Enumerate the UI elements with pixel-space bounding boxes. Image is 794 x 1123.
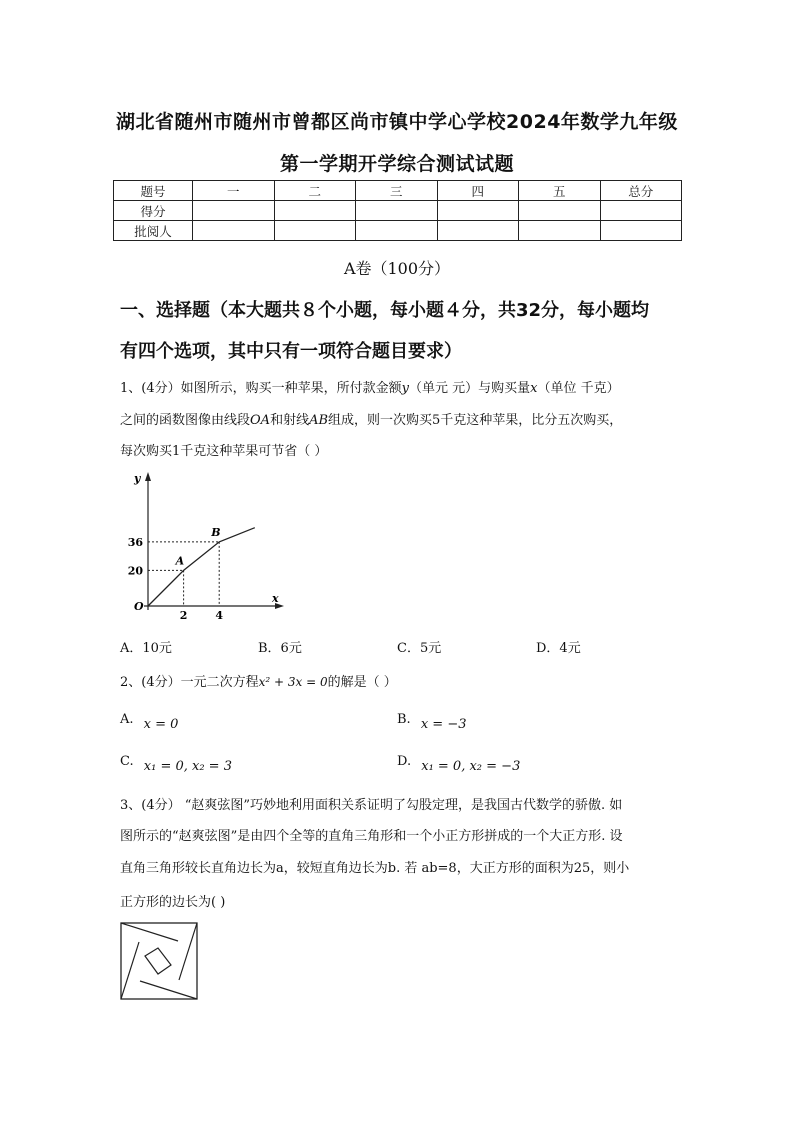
q1-text: （单位 千克） <box>537 381 620 396</box>
q1-line1 <box>120 377 680 396</box>
q2-equation: x² + 3x = 0 <box>258 675 328 689</box>
q3-line3: 直角三角形较长直角边长为a，较短直角边长为b. 若 ab=8，大正方形的面积为25，则小 <box>120 861 630 876</box>
option-expression: x = 0 <box>143 717 179 732</box>
var-x: x <box>530 381 538 396</box>
q3-line2: 图所示的“赵爽弦图”是由四个全等的直角三角形和一个小正方形拼成的一个大正方形. 设 <box>120 829 623 844</box>
graph-line-oab <box>148 525 255 606</box>
triangle-edge <box>121 942 139 999</box>
q1-function-graph <box>110 470 290 630</box>
q2-option-d[interactable] <box>397 754 521 774</box>
table-header-cell: 题号 <box>114 181 193 201</box>
table-header-cell: 一 <box>193 181 275 201</box>
ray-ab: AB <box>309 413 329 428</box>
q1-option-a[interactable]: A．10元 <box>120 641 172 656</box>
score-table-header-row <box>114 181 682 201</box>
segment-oa: OA <box>250 413 271 428</box>
table-row <box>114 221 682 241</box>
point-label-a: A <box>175 554 185 568</box>
score-cell[interactable] <box>193 201 275 221</box>
table-header-cell: 总分 <box>600 181 682 201</box>
option-letter: C. <box>120 754 134 769</box>
zhao-shuang-figure <box>118 920 200 1002</box>
table-row-label: 批阅人 <box>114 221 193 241</box>
score-cell[interactable] <box>600 201 682 221</box>
option-letter: A. <box>120 712 134 727</box>
table-header-cell: 二 <box>274 181 356 201</box>
x-tick-label: 4 <box>215 609 224 622</box>
triangle-edge <box>121 923 178 941</box>
q1-line3: 每次购买1千克这种苹果可节省（ ） <box>120 444 328 459</box>
table-header-cell: 五 <box>519 181 601 201</box>
q3-line4: 正方形的边长为( ) <box>120 895 226 910</box>
q2-text: 的解是（ ） <box>327 675 397 690</box>
q1-text: 1、(4分）如图所示，购买一种苹果，所付款金额 <box>120 381 402 396</box>
q2-stem <box>120 671 680 690</box>
section-heading-line1: 一、选择题（本大题共８个小题，每小题４分，共32分，每小题均 <box>120 300 650 321</box>
q1-line2 <box>120 409 680 428</box>
q1-text: 和射线 <box>270 413 310 428</box>
option-letter: D. <box>397 754 412 769</box>
y-tick-label: 20 <box>127 564 143 578</box>
var-y: y <box>401 381 409 396</box>
grader-cell[interactable] <box>519 221 601 241</box>
table-header-cell: 四 <box>437 181 519 201</box>
q2-option-b[interactable] <box>397 712 467 732</box>
grader-cell[interactable] <box>437 221 519 241</box>
inner-square <box>145 948 171 974</box>
option-expression: x = −3 <box>420 717 467 732</box>
score-cell[interactable] <box>519 201 601 221</box>
q1-option-c[interactable]: C．5元 <box>397 641 442 656</box>
q2-option-a[interactable] <box>120 712 179 732</box>
grader-cell[interactable] <box>356 221 438 241</box>
q1-text: 组成，则一次购买5千克这种苹果，比分五次购买， <box>328 413 623 428</box>
section-a-label: A卷（100分） <box>343 259 451 278</box>
option-expression: x₁ = 0, x₂ = −3 <box>421 759 521 774</box>
q1-text: 之间的函数图像由线段 <box>120 413 251 428</box>
page-title: 湖北省随州市随州市曾都区尚市镇中学心学校2024年数学九年级 <box>116 111 678 133</box>
q1-option-b[interactable]: B．6元 <box>258 641 302 656</box>
score-cell[interactable] <box>356 201 438 221</box>
option-letter: B. <box>397 712 411 727</box>
y-axis-arrow <box>145 472 151 481</box>
table-header-cell: 三 <box>356 181 438 201</box>
y-tick-label: 36 <box>127 535 143 549</box>
triangle-edge <box>140 981 197 999</box>
y-axis-label: y <box>134 472 141 485</box>
x-axis-label: x <box>272 592 279 605</box>
option-expression: x₁ = 0, x₂ = 3 <box>143 759 232 774</box>
section-heading-line2: 有四个选项，其中只有一项符合题目要求） <box>120 341 462 362</box>
table-row <box>114 201 682 221</box>
score-table <box>113 180 682 241</box>
grader-cell[interactable] <box>600 221 682 241</box>
page-subtitle: 第一学期开学综合测试试题 <box>279 153 514 175</box>
point-label-o: O <box>134 600 144 613</box>
score-cell[interactable] <box>437 201 519 221</box>
score-cell[interactable] <box>274 201 356 221</box>
q2-option-c[interactable] <box>120 754 232 774</box>
q2-text: 2、(4分）一元二次方程 <box>120 675 259 690</box>
q1-option-d[interactable]: D．4元 <box>536 641 581 656</box>
grader-cell[interactable] <box>193 221 275 241</box>
q1-text: （单元 元）与购买量 <box>408 381 531 396</box>
x-tick-label: 2 <box>179 609 188 622</box>
table-row-label: 得分 <box>114 201 193 221</box>
grader-cell[interactable] <box>274 221 356 241</box>
point-label-b: B <box>211 525 221 539</box>
triangle-edge <box>179 923 197 980</box>
q3-line1: 3、(4分） “赵爽弦图”巧妙地利用面积关系证明了勾股定理，是我国古代数学的骄傲. 如 <box>120 798 623 813</box>
